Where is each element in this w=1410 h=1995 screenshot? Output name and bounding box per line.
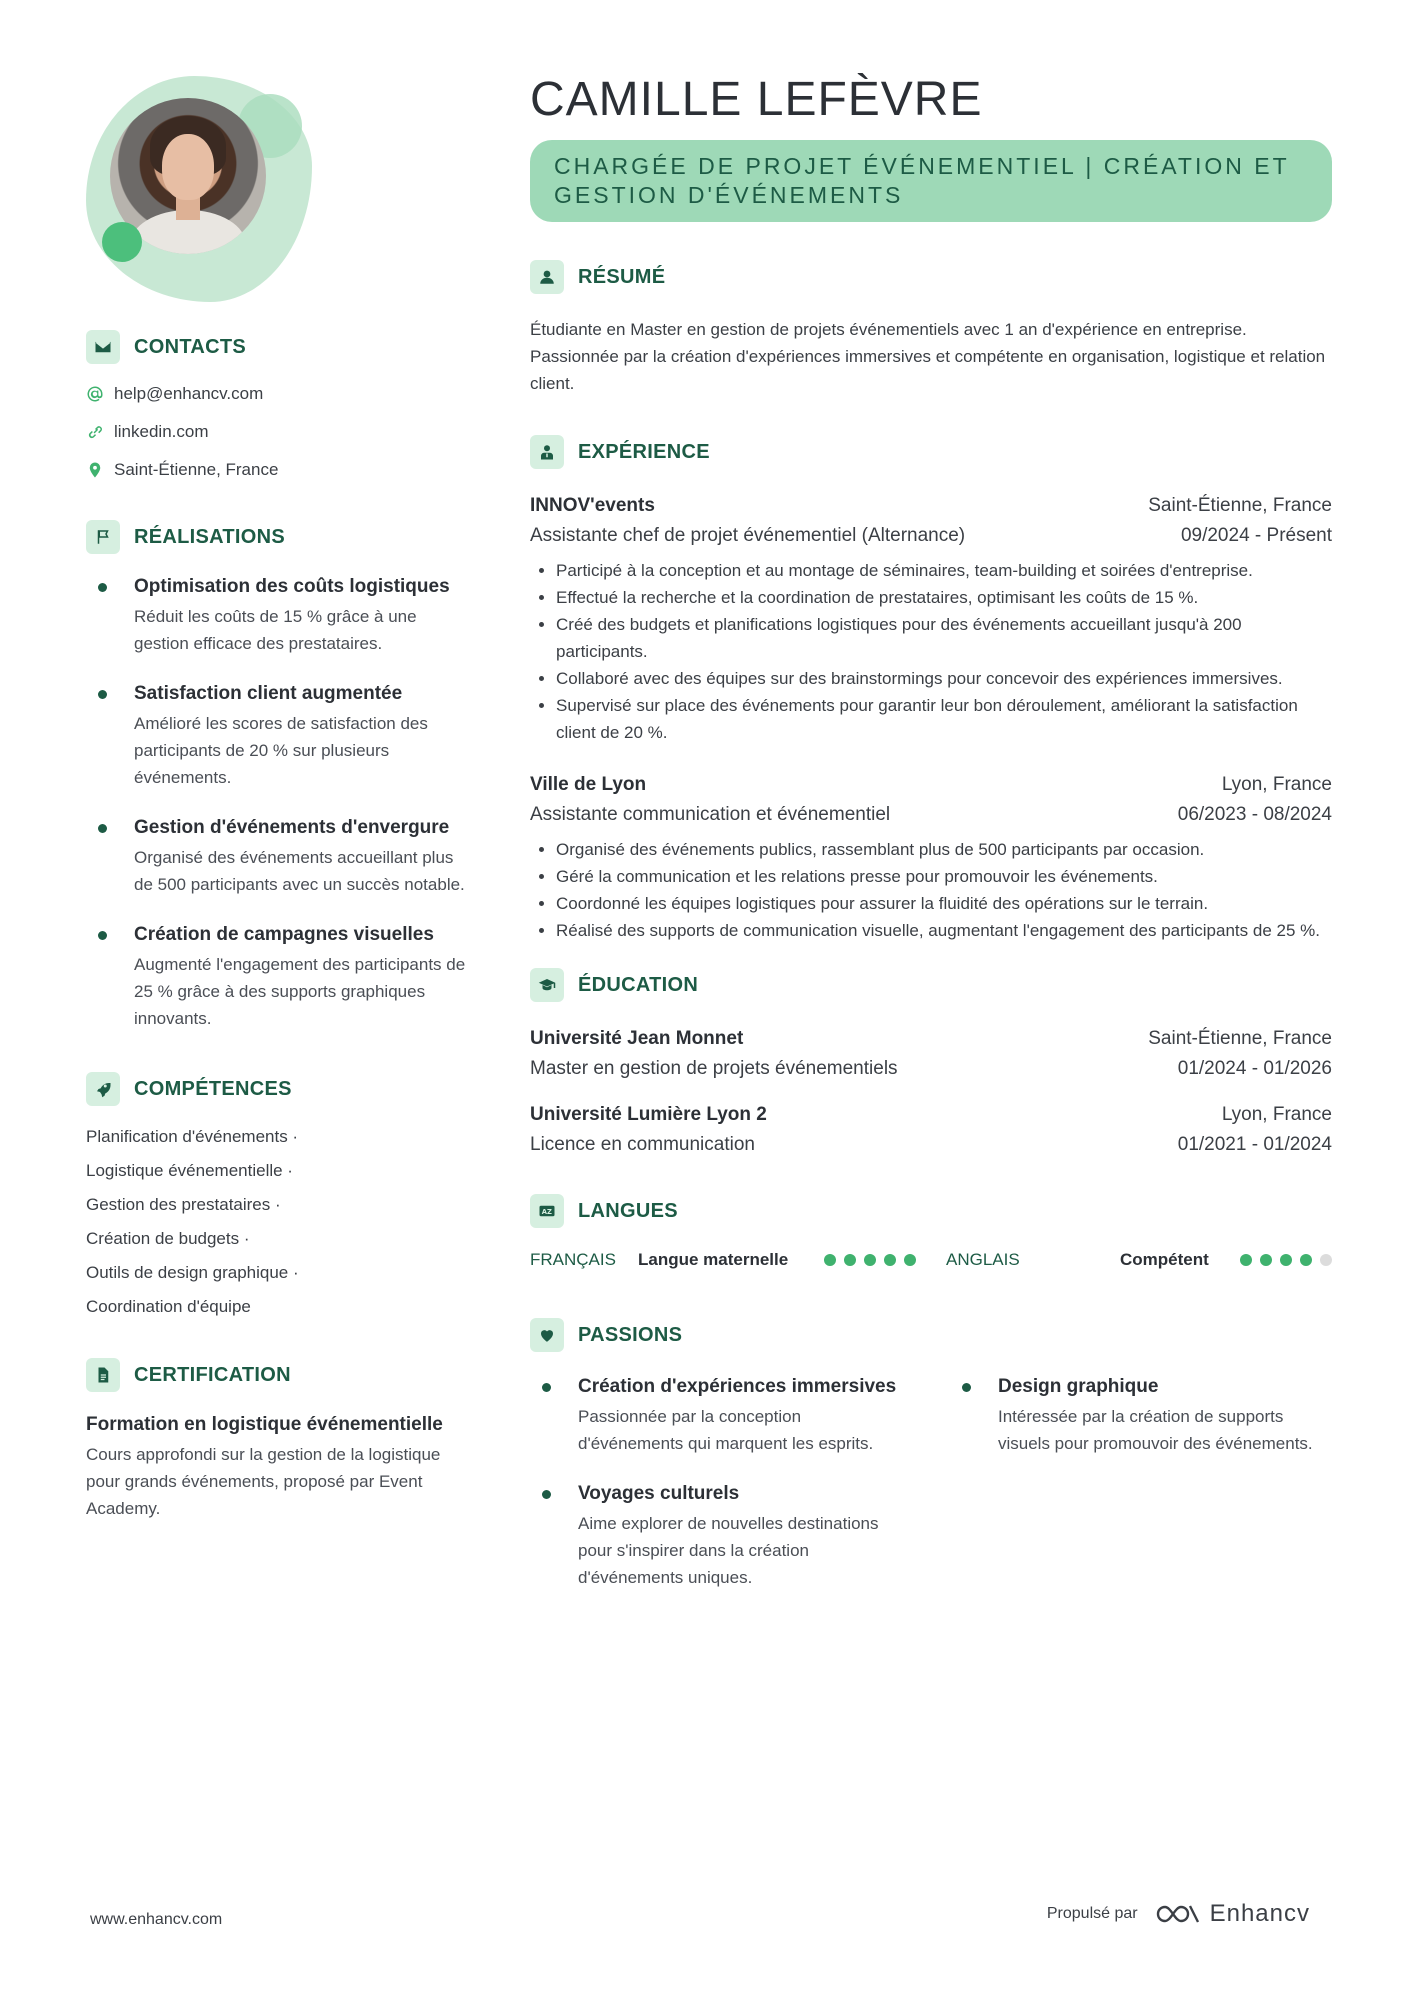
achievements-title: RÉALISATIONS xyxy=(134,525,286,548)
education-location: Saint-Étienne, France xyxy=(1148,1028,1332,1049)
language-level: Compétent xyxy=(1120,1250,1209,1269)
contacts-section xyxy=(86,330,476,480)
skill-item: Coordination d'équipe xyxy=(86,1297,251,1316)
document-icon xyxy=(86,1358,120,1392)
language-name: FRANÇAIS xyxy=(530,1250,616,1269)
job-bullet: • Participé à la conception et au montage de séminaires, team-building et soirées d'entreprise. xyxy=(556,557,1332,584)
job-bullet: • Créé des budgets et planifications logistiques pour des événements accueillant jusqu'à 200 participants. xyxy=(556,611,1332,665)
job-company: Ville de Lyon xyxy=(530,774,647,795)
flag-icon xyxy=(86,520,120,554)
passion-item: Design graphique Intéressée par la création de supports visuels pour promouvoir des événements. xyxy=(950,1374,1330,1457)
contact-linkedin[interactable] xyxy=(86,422,476,442)
education-entry xyxy=(530,1100,1332,1160)
contact-location xyxy=(86,460,476,480)
briefcase-person-icon xyxy=(530,435,564,469)
summary-title: RÉSUMÉ xyxy=(578,265,666,288)
job-bullets xyxy=(530,557,1332,746)
footer-powered-by xyxy=(1047,1900,1310,1928)
skill-item: Création de budgets · xyxy=(86,1229,250,1248)
job-bullet: • Géré la communication et les relations presse pour promouvoir les événements. xyxy=(556,863,1332,890)
achievements-section xyxy=(86,520,476,1032)
footer-url[interactable]: www.enhancv.com xyxy=(90,1911,223,1928)
education-title: ÉDUCATION xyxy=(578,973,699,996)
languages-title: LANGUES xyxy=(578,1199,678,1222)
certification-title: CERTIFICATION xyxy=(134,1363,291,1386)
envelope-icon xyxy=(86,330,120,364)
experience-section xyxy=(530,435,1332,944)
language-rating xyxy=(824,1254,916,1266)
subtitle-banner xyxy=(530,140,1332,222)
job-entry xyxy=(530,770,1332,944)
job-date: 06/2023 - 08/2024 xyxy=(1177,804,1332,825)
job-bullet: • Organisé des événements publics, rassemblant plus de 500 participants par occasion. xyxy=(556,836,1332,863)
skill-item: Outils de design graphique · xyxy=(86,1263,299,1282)
contacts-title: CONTACTS xyxy=(134,335,247,358)
photo-dot xyxy=(102,222,142,262)
rating-dot-filled xyxy=(824,1254,836,1266)
rocket-icon xyxy=(86,1072,120,1106)
language-item xyxy=(946,1250,1332,1270)
job-role: Assistante chef de projet événementiel (Alternance) xyxy=(530,525,966,546)
rating-dot-filled xyxy=(884,1254,896,1266)
job-date: 09/2024 - Présent xyxy=(1180,525,1332,546)
achievement-item: Création de campagnes visuelles Augmenté l'engagement des participants de 25 % grâce à des supports graphiques innovants. xyxy=(86,922,476,1032)
language-name: ANGLAIS xyxy=(946,1250,1020,1269)
education-degree: Licence en communication xyxy=(530,1134,755,1155)
job-bullet: • Réalisé des supports de communication visuelle, augmentant l'engagement des participants de 25 %. xyxy=(556,917,1332,944)
rating-dot-filled xyxy=(1260,1254,1272,1266)
job-company: INNOV'events xyxy=(530,495,655,516)
summary-section xyxy=(530,260,1332,397)
languages-section xyxy=(530,1194,1332,1270)
skills-title: COMPÉTENCES xyxy=(134,1077,292,1100)
passion-item: Voyages culturels Aime explorer de nouvelles destinations pour s'inspirer dans la création d'événements uniques. xyxy=(530,1481,910,1591)
at-icon xyxy=(86,385,104,403)
rating-dot-filled xyxy=(904,1254,916,1266)
rating-dot-filled xyxy=(844,1254,856,1266)
job-bullet: • Coordonné les équipes logistiques pour assurer la fluidité des opérations sur le terrain. xyxy=(556,890,1332,917)
language-item xyxy=(530,1250,946,1270)
powered-label: Propulsé par xyxy=(1046,1905,1138,1922)
education-school: Université Lumière Lyon 2 xyxy=(530,1104,767,1125)
svg-text:AZ: AZ xyxy=(541,1208,552,1216)
passions-title: PASSIONS xyxy=(578,1323,683,1346)
education-school: Université Jean Monnet xyxy=(530,1028,744,1049)
education-location: Lyon, France xyxy=(1221,1104,1332,1125)
achievement-item: Optimisation des coûts logistiques Réduit les coûts de 15 % grâce à une gestion efficace des prestataires. xyxy=(86,574,476,657)
linkedin-text: linkedin.com xyxy=(114,422,209,441)
skills-section xyxy=(86,1072,476,1318)
summary-text: Étudiante en Master en gestion de projets événementiels avec 1 an d'expérience en entreprise. Passionnée par la création d'expériences immersives et compétente en organisation, logistique et relation client. xyxy=(530,320,1326,393)
graduation-cap-icon xyxy=(530,968,564,1002)
profile-photo xyxy=(86,76,316,306)
enhancv-logo-icon xyxy=(1154,1902,1202,1926)
education-entry xyxy=(530,1024,1332,1084)
language-icon xyxy=(530,1194,564,1228)
skill-item: Planification d'événements · xyxy=(86,1127,299,1146)
location-text: Saint-Étienne, France xyxy=(114,460,279,479)
job-bullet: • Effectué la recherche et la coordination de prestataires, optimisant les coûts de 15 %. xyxy=(556,584,1332,611)
rating-dot-filled xyxy=(1240,1254,1252,1266)
education-degree: Master en gestion de projets événementiels xyxy=(530,1058,898,1079)
certification-name: Formation en logistique événementielle xyxy=(86,1414,443,1435)
rating-dot-filled xyxy=(1280,1254,1292,1266)
job-bullet: • Collaboré avec des équipes sur des brainstormings pour concevoir des expériences immersives. xyxy=(556,665,1332,692)
heart-icon xyxy=(530,1318,564,1352)
link-icon xyxy=(86,423,104,441)
rating-dot-empty xyxy=(1320,1254,1332,1266)
language-level: Langue maternelle xyxy=(638,1250,789,1269)
certification-desc: Cours approfondi sur la gestion de la logistique pour grands événements, proposé par Event Academy. xyxy=(86,1445,441,1518)
candidate-subtitle: CHARGÉE DE PROJET ÉVÉNEMENTIEL | CRÉATION ET GESTION D'ÉVÉNEMENTS xyxy=(554,153,1290,208)
person-icon xyxy=(530,260,564,294)
education-date: 01/2021 - 01/2024 xyxy=(1177,1134,1332,1155)
job-location: Lyon, France xyxy=(1221,774,1332,795)
job-entry xyxy=(530,491,1332,746)
language-rating xyxy=(1240,1254,1332,1266)
left-column xyxy=(86,76,476,1562)
enhancv-logo[interactable] xyxy=(1154,1900,1310,1928)
job-location: Saint-Étienne, France xyxy=(1148,495,1332,516)
education-date: 01/2024 - 01/2026 xyxy=(1177,1058,1332,1079)
languages-list xyxy=(530,1250,1332,1270)
job-bullet: • Supervisé sur place des événements pour garantir leur bon déroulement, améliorant la satisfaction client de 20 %. xyxy=(556,692,1332,746)
passion-item: Création d'expériences immersives Passionnée par la conception d'événements qui marquent les esprits. xyxy=(530,1374,910,1457)
education-section xyxy=(530,968,1332,1160)
skill-item: Logistique événementielle · xyxy=(86,1161,293,1180)
certification-section xyxy=(86,1358,476,1522)
experience-title: EXPÉRIENCE xyxy=(578,440,710,463)
skill-item: Gestion des prestataires · xyxy=(86,1195,281,1214)
job-bullets xyxy=(530,836,1332,944)
brand-name: Enhancv xyxy=(1209,1900,1310,1927)
job-role: Assistante communication et événementiel xyxy=(530,804,891,825)
rating-dot-filled xyxy=(1300,1254,1312,1266)
contact-email[interactable] xyxy=(86,384,476,404)
location-pin-icon xyxy=(86,461,104,479)
right-column xyxy=(530,72,1332,1615)
achievement-item: Gestion d'événements d'envergure Organisé des événements accueillant plus de 500 participants avec un succès notable. xyxy=(86,815,476,898)
rating-dot-filled xyxy=(864,1254,876,1266)
passions-section xyxy=(530,1318,1332,1615)
email-text: help@enhancv.com xyxy=(114,384,264,403)
candidate-name: CAMILLE LEFÈVRE xyxy=(530,73,983,126)
achievement-item: Satisfaction client augmentée Amélioré les scores de satisfaction des participants de 20 % sur plusieurs événements. xyxy=(86,681,476,791)
